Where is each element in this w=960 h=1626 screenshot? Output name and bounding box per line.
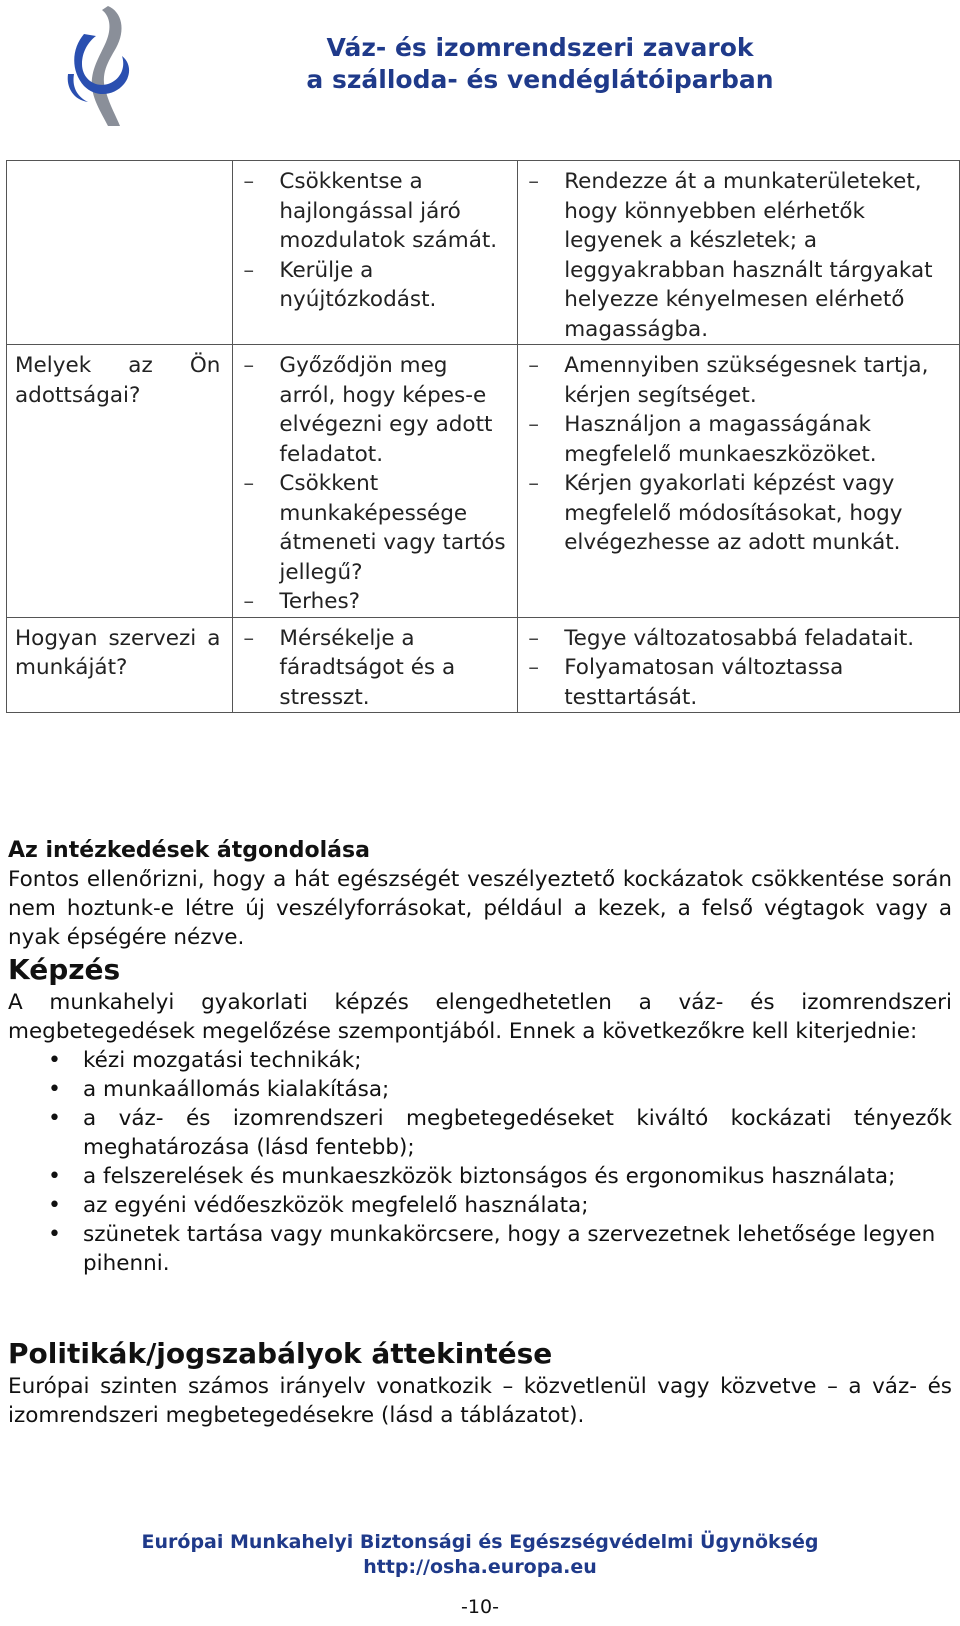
page-number: -10- [461, 1596, 499, 1618]
table-cell-measures [518, 617, 960, 713]
section-heading-measures: Az intézkedések átgondolása [8, 838, 370, 863]
list-item: • a felszerelések és munkaeszközök biztonságos és ergonomikus használata; [8, 1162, 952, 1191]
osha-logo-icon [62, 4, 144, 128]
section-heading-training: Képzés [8, 953, 121, 986]
table-cell-risks [233, 345, 518, 618]
table-cell-measures [518, 345, 960, 618]
list-item: • a munkaállomás kialakítása; [8, 1075, 952, 1104]
table-cell-risks [233, 617, 518, 713]
list-item: – Kérjen gyakorlati képzést vagy megfelelő módosításokat, hogy elvégezhesse az adott munkát. [526, 469, 951, 558]
table-cell-question [7, 345, 233, 618]
table-cell-measures [518, 161, 960, 345]
paragraph-measures: Fontos ellenőrizni, hogy a hát egészségét veszélyeztető kockázatok csökkentése során nem hoztunk-e létre új veszélyforrásokat, például a kezek, a felső végtagok vagy a nyak épségére nézve. [8, 867, 952, 950]
paragraph-training: A munkahelyi gyakorlati képzés elengedhetetlen a váz- és izomrendszeri megbetegedések megelőzése szempontjából. Ennek a következőkre kell kiterjednie: [8, 990, 952, 1044]
list-item: – Győződjön meg arról, hogy képes-e elvégezni egy adott feladatot. [241, 351, 509, 469]
list-item: – Mérsékelje a fáradtságot és a stresszt. [241, 624, 509, 713]
training-list [8, 1046, 952, 1278]
table-cell-risks [233, 161, 518, 345]
question-text: Melyek az Ön adottságai? [15, 353, 221, 408]
list-item: – Használjon a magasságának megfelelő munkaeszközöket. [526, 410, 951, 469]
document-title [240, 32, 840, 96]
footer-url-link[interactable]: http://osha.europa.eu [363, 1556, 597, 1578]
table-row [7, 161, 960, 345]
body-content [8, 836, 952, 1430]
list-item: • az egyéni védőeszközök megfelelő használata; [8, 1191, 952, 1220]
paragraph-policy: Európai szinten számos irányelv vonatkozik – közvetlenül vagy közvetve – a váz- és izomrendszeri megbetegedésekre (lásd a táblázatot). [8, 1374, 952, 1428]
list-item: • a váz- és izomrendszeri megbetegedéseket kiváltó kockázati tényezők meghatározása (lásd fentebb); [8, 1104, 952, 1162]
table-cell-question [7, 617, 233, 713]
list-item: – Csökkent munkaképessége átmeneti vagy tartós jellegű? [241, 469, 509, 587]
title-line-1: Váz- és izomrendszeri zavarok [326, 33, 754, 62]
footer-agency: Európai Munkahelyi Biztonsági és Egészségvédelmi Ügynökség [141, 1531, 819, 1553]
measures-table [6, 160, 960, 713]
table-cell-question [7, 161, 233, 345]
list-item: – Terhes? [241, 587, 509, 617]
list-item: – Kerülje a nyújtózkodást. [241, 256, 509, 315]
question-text: Hogyan szervezi a munkáját? [15, 625, 221, 680]
list-item: – Tegye változatosabbá feladatait. [526, 624, 951, 654]
list-item: – Amennyiben szükségesnek tartja, kérjen segítséget. [526, 351, 951, 410]
section-heading-policy: Politikák/jogszabályok áttekintése [8, 1337, 553, 1370]
table-row [7, 345, 960, 618]
title-line-2: a szálloda- és vendéglátóiparban [306, 65, 774, 94]
list-item: – Rendezze át a munkaterületeket, hogy könnyebben elérhetők legyenek a készletek; a leggyakrabban használt tárgyakat helyezze kényelmesen elérhető magasságba. [526, 167, 951, 344]
table-row [7, 617, 960, 713]
list-item: – Folyamatosan változtassa testtartását. [526, 653, 951, 712]
list-item: • kézi mozgatási technikák; [8, 1046, 952, 1075]
list-item: • szünetek tartása vagy munkakörcsere, hogy a szervezetnek lehetősége legyen pihenni. [8, 1220, 952, 1278]
page-footer [100, 1530, 860, 1580]
list-item: – Csökkentse a hajlongással járó mozdulatok számát. [241, 167, 509, 256]
